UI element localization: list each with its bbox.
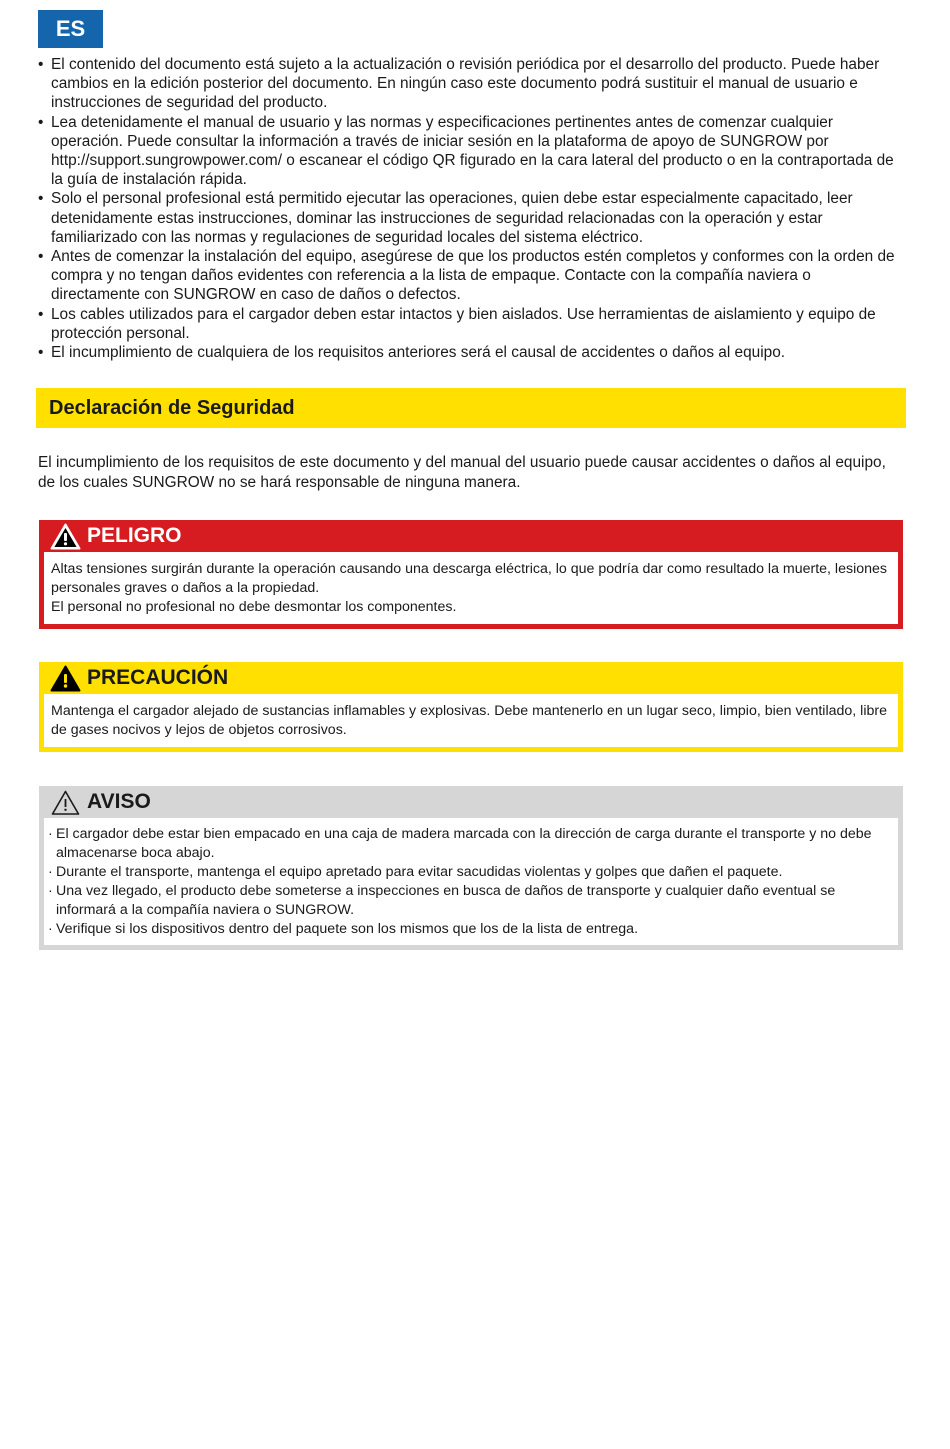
- bullet-icon: ·: [48, 826, 53, 842]
- list-item: [48, 863, 894, 882]
- warning-triangle-icon: [50, 665, 81, 692]
- warning-triangle-outline-icon: [50, 789, 81, 816]
- section-title: Declaración de Seguridad: [49, 397, 295, 419]
- notice-box: [39, 786, 903, 950]
- list-item-text: Durante el transporte, mantenga el equipo apretado para evitar sacudidas violentas y golpes que dañen el paquete.: [56, 864, 783, 880]
- list-item: [38, 343, 900, 362]
- list-item-text: Antes de comenzar la instalación del equipo, asegúrese de que los productos estén completos y conformes con la orden de compra y no tengan daños evidentes con referencia a la lista de empaque. Contacte con la compañía naviera o directamente con SUNGROW en caso de daños o defectos.: [51, 248, 895, 304]
- list-item: [38, 113, 900, 190]
- list-item-text: El contenido del documento está sujeto a la actualización o revisión periódica por el desarrollo del producto. Puede haber cambios en la edición posterior del documento. En ningún caso este documento podrá sustituir el manual de usuario e instrucciones de seguridad del producto.: [51, 56, 880, 112]
- caution-box-content: [44, 694, 898, 747]
- list-item-text: Lea detenidamente el manual de usuario y las normas y especificaciones pertinentes antes de comenzar cualquier operación. Puede consultar la información a través de iniciar sesión en la plataforma de apoyo de SUNGROW por http://support.sungrowpower.com/ o escanear el código QR figurado en la cara lateral del producto o en la contraportada de la guía de instalación rápida.: [51, 113, 894, 189]
- list-item: [38, 189, 900, 247]
- notice-list: [48, 825, 894, 939]
- intro-bullet-list: [38, 55, 900, 362]
- language-badge: ES: [38, 10, 103, 48]
- list-item-text: Verifique si los dispositivos dentro del paquete son los mismos que los de la lista de entrega.: [56, 921, 639, 937]
- list-item: [38, 55, 900, 113]
- bullet-icon: •: [38, 248, 44, 266]
- danger-box-content: [44, 552, 898, 624]
- list-item: [38, 305, 900, 343]
- bullet-icon: ·: [48, 864, 53, 880]
- list-item-text: Una vez llegado, el producto debe someterse a inspecciones en busca de daños de transporte y cualquier daño eventual se informará a la compañía naviera o SUNGROW.: [56, 883, 836, 918]
- danger-box-header: [39, 520, 903, 552]
- bullet-icon: ·: [48, 921, 53, 937]
- list-item-text: El incumplimiento de cualquiera de los requisitos anteriores será el causal de accidentes o daños al equipo.: [51, 344, 786, 362]
- bullet-icon: •: [38, 344, 44, 362]
- list-item-text: El cargador debe estar bien empacado en una caja de madera marcada con la dirección de carga durante el transporte y no debe almacenarse boca abajo.: [56, 826, 872, 861]
- notice-box-header: [39, 786, 903, 818]
- bullet-icon: •: [38, 305, 44, 323]
- list-item: [38, 247, 900, 305]
- notice-label: AVISO: [87, 790, 151, 813]
- danger-text-line-1: Altas tensiones surgirán durante la operación causando una descarga eléctrica, lo que podría dar como resultado la muerte, lesiones personales graves o daños a la propiedad.: [51, 561, 887, 596]
- bullet-icon: •: [38, 56, 44, 73]
- bullet-icon: •: [38, 113, 44, 131]
- danger-box: [39, 520, 903, 629]
- list-item: [48, 920, 894, 939]
- safety-section-header: [36, 388, 906, 428]
- danger-label: PELIGRO: [87, 524, 182, 547]
- list-item: [48, 882, 894, 920]
- caution-label: PRECAUCIÓN: [87, 666, 229, 689]
- list-item-text: Solo el personal profesional está permitido ejecutar las operaciones, quien debe estar especialmente capacitado, leer detenidamente estas instrucciones, dominar las instrucciones de seguridad relacionadas con la operación y estar familiarizado con las normas y regulaciones de seguridad locales del sistema eléctrico.: [51, 190, 853, 246]
- safety-statement: El incumplimiento de los requisitos de este documento y del manual del usuario puede causar accidentes o daños al equipo, de los cuales SUNGROW no se hará responsable de ninguna manera.: [38, 454, 886, 491]
- caution-box-header: [39, 662, 903, 694]
- caution-text: Mantenga el cargador alejado de sustancias inflamables y explosivas. Debe mantenerlo en un lugar seco, limpio, bien ventilado, libre de gases nocivos y lejos de objetos corrosivos.: [51, 703, 887, 738]
- warning-triangle-icon: [50, 523, 81, 550]
- bullet-icon: ·: [48, 883, 53, 899]
- bullet-icon: •: [38, 190, 44, 208]
- list-item-text: Los cables utilizados para el cargador deben estar intactos y bien aislados. Use herramientas de aislamiento y equipo de protección personal.: [51, 305, 876, 342]
- caution-box: [39, 662, 903, 752]
- danger-text-line-2: El personal no profesional no debe desmontar los componentes.: [51, 599, 457, 615]
- notice-box-content: [44, 818, 898, 945]
- list-item: [48, 825, 894, 863]
